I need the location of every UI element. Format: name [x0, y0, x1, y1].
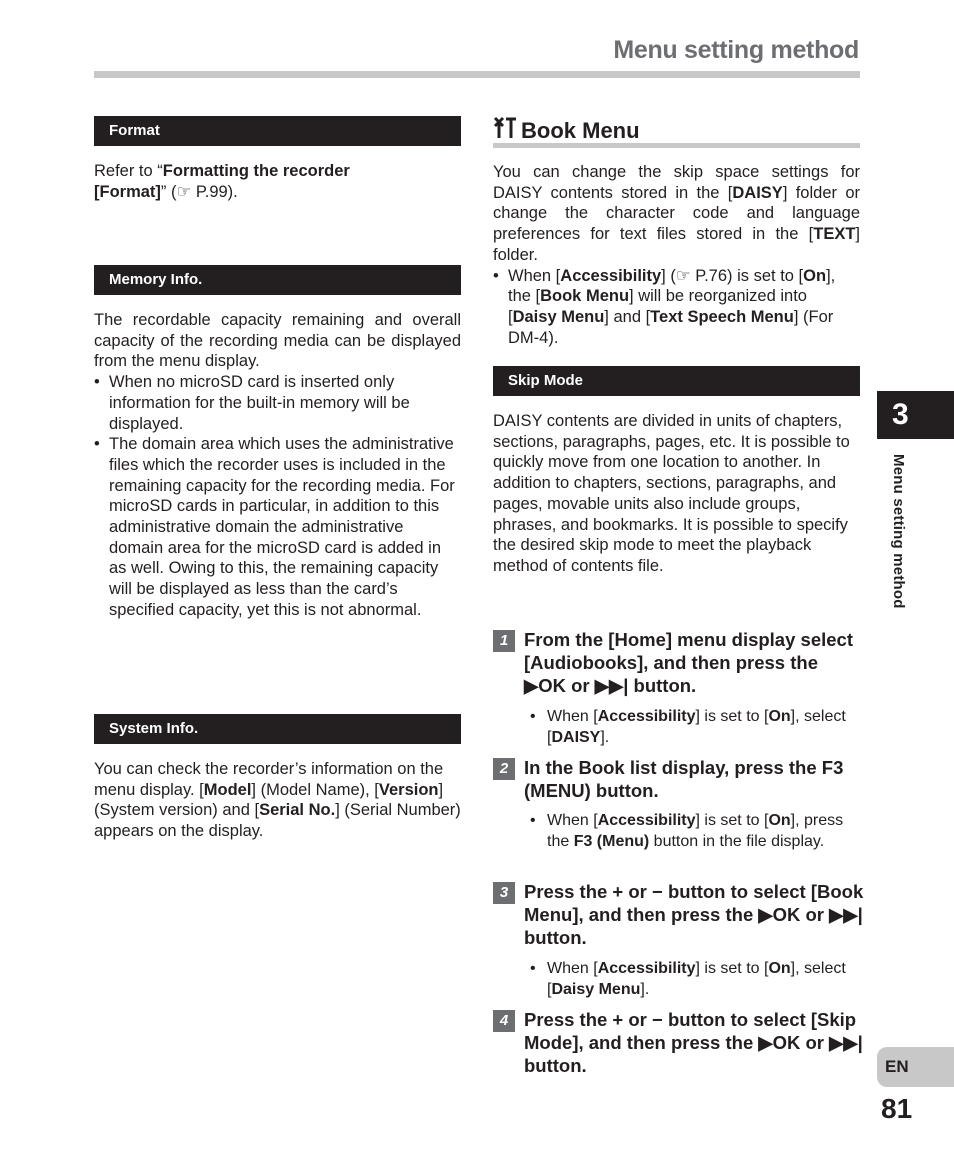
step-2-note: • When [Accessibility] is set to [On], press the F3 (Menu) button in the file display. — [530, 811, 860, 852]
tools-icon — [493, 116, 517, 146]
skip-mode-text: DAISY contents are divided in units of chapters, sections, paragraphs, pages, etc. It is possible to quickly move from one location to another. In addition to chapters, sections, paragraphs, and pages, movable units also include groups, phrases, and bookmarks. It is possible to specify the desired skip mode to meet the playback method of contents file. — [493, 412, 850, 575]
chapter-tab: 3 — [877, 391, 954, 439]
header-rule — [94, 71, 860, 78]
step-number: 2 — [493, 758, 515, 780]
step-number: 3 — [493, 882, 515, 904]
memory-info-text — [94, 310, 461, 621]
step-text: In the Book list display, press the F3 (MENU) button. — [524, 757, 844, 801]
step-1-note: • When [Accessibility] is set to [On], select [DAISY]. — [530, 707, 860, 748]
language-tab: EN — [877, 1047, 954, 1087]
system-info-heading: System Info. — [94, 714, 461, 744]
skip-mode-heading: Skip Mode — [493, 366, 860, 396]
step-3-note: • When [Accessibility] is set to [On], select [Daisy Menu]. — [530, 959, 860, 1000]
system-info-text: You can check the recorder’s information on the menu display. [Model] (Model Name), [Version] (System version) and [Serial No.] (Serial Number) appears on the display. — [94, 760, 461, 841]
format-heading: Format — [94, 116, 461, 146]
book-menu-title: Book Menu — [493, 116, 640, 146]
book-menu-bullet: • When [Accessibility] (☞ P.76) is set to [On], the [Book Menu] will be reorganized into [Daisy Menu] and [Text Speech Menu] (For DM-4). — [493, 266, 860, 349]
step-number: 1 — [493, 630, 515, 652]
step-text: Press the + or − button to select [Skip Mode], and then press the ▶OK or ▶▶| button. — [524, 1009, 863, 1076]
memory-info-bullet: • When no microSD card is inserted only information for the built-in memory will be displayed. — [94, 372, 461, 434]
chapter-label: Menu setting method — [890, 454, 907, 609]
step-number: 4 — [493, 1010, 515, 1032]
step-text: From the [Home] menu display select [Audiobooks], and then press the ▶OK or ▶▶| button. — [524, 629, 853, 696]
page-number: 81 — [881, 1093, 913, 1124]
format-text: Refer to “Formatting the recorder [Format]” (☞ P.99). — [94, 162, 350, 201]
memory-info-heading: Memory Info. — [94, 265, 461, 295]
book-menu-rule — [493, 143, 860, 148]
step-text: Press the + or − button to select [Book Menu], and then press the ▶OK or ▶▶| button. — [524, 881, 864, 948]
memory-info-bullet: • The domain area which uses the administrative files which the recorder uses is included in the remaining capacity for the recording media. For microSD cards in particular, in addition to this administrative domain the administrative domain area for the microSD card is added in as well. Owing to this, the remaining capacity will be displayed as less than the card’s specified capacity, yet this is not abnormal. — [94, 434, 461, 620]
book-menu-text: You can change the skip space settings for DAISY contents stored in the [DAISY] folder or change the character code and language preferences for text files stored in the [TEXT] folder. • When [Accessibility] (☞ P.76) is set to [On], the [Book Menu] will be reorganized into [Daisy Menu] and [Text Speech Menu] (For DM-4). — [493, 162, 860, 348]
memory-info-intro: The recordable capacity remaining and overall capacity of the recording media can be displayed from the menu display. — [94, 311, 461, 371]
page-title: Menu setting method — [613, 36, 859, 64]
